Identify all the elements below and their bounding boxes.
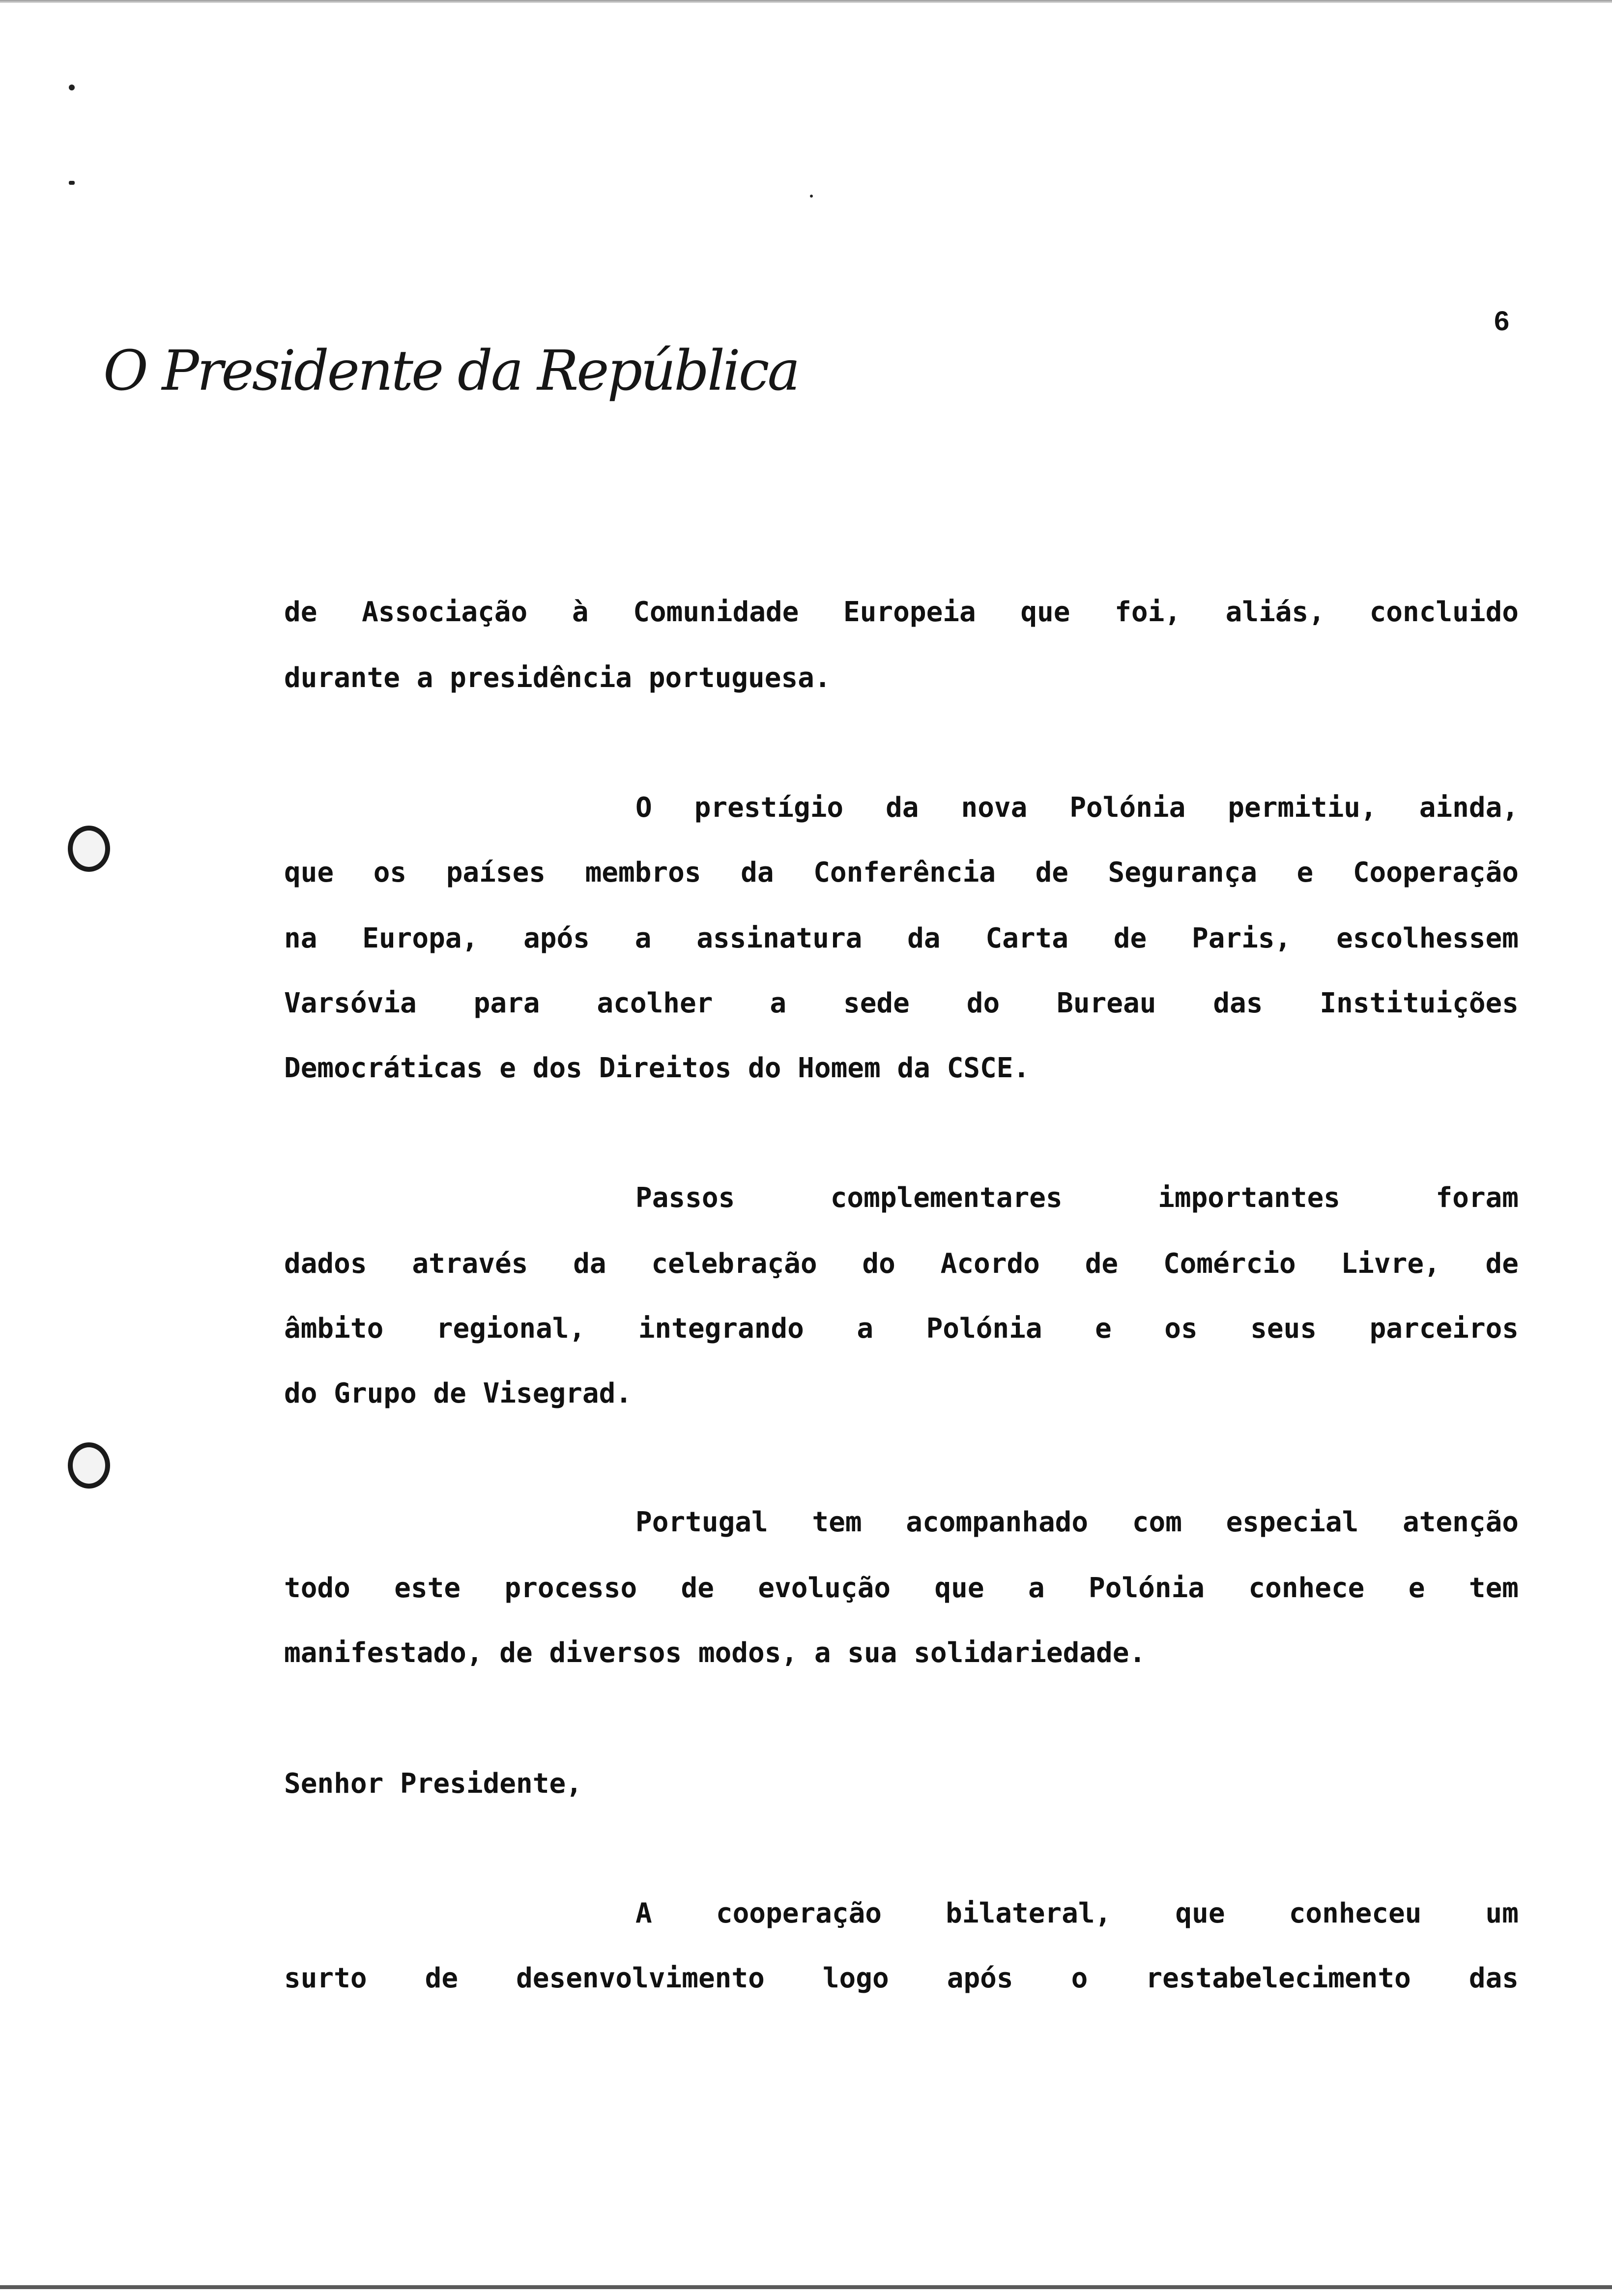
text-line: surto de desenvolvimento logo após o restabelecimento das: [284, 1962, 1519, 1994]
salutation: Senhor Presidente,: [284, 1768, 582, 1800]
text-line: do Grupo de Visegrad.: [284, 1378, 633, 1409]
text-line: Democráticas e dos Direitos do Homem da CSCE.: [284, 1052, 1030, 1084]
text-line: âmbito regional, integrando a Polónia e os seus parceiros: [284, 1313, 1519, 1345]
text-line: Passos complementares importantes foram: [635, 1182, 1519, 1214]
text-line: todo este processo de evolução que a Polónia conhece e tem: [284, 1572, 1519, 1604]
text-line: manifestado, de diversos modos, a sua solidariedade.: [284, 1637, 1146, 1669]
text-line: na Europa, após a assinatura da Carta de Paris, escolhessem: [284, 922, 1519, 954]
text-line: Varsóvia para acolher a sede do Bureau das Instituições: [284, 987, 1519, 1019]
punch-hole: [68, 826, 110, 872]
text-line: dados através da celebração do Acordo de Comércio Livre, de: [284, 1248, 1519, 1280]
scan-bottom-edge: [0, 2285, 1612, 2289]
page-number: 6: [1494, 305, 1510, 336]
text-line: que os países membros da Conferência de Segurança e Cooperação: [284, 857, 1519, 889]
text-line: Portugal tem acompanhado com especial atenção: [635, 1506, 1519, 1538]
text-line: durante a presidência portuguesa.: [284, 662, 831, 694]
scan-speck: [69, 181, 75, 185]
scan-speck: [69, 85, 75, 90]
text-line: de Associação à Comunidade Europeia que foi, aliás, concluido: [284, 596, 1519, 628]
scan-speck: [810, 195, 813, 198]
punch-hole: [68, 1442, 110, 1489]
text-line: A cooperação bilateral, que conheceu um: [635, 1897, 1519, 1929]
letterhead-signature: O Presidente da República: [103, 339, 799, 403]
scan-top-edge: [0, 0, 1612, 3]
text-line: O prestígio da nova Polónia permitiu, ainda,: [635, 792, 1519, 824]
